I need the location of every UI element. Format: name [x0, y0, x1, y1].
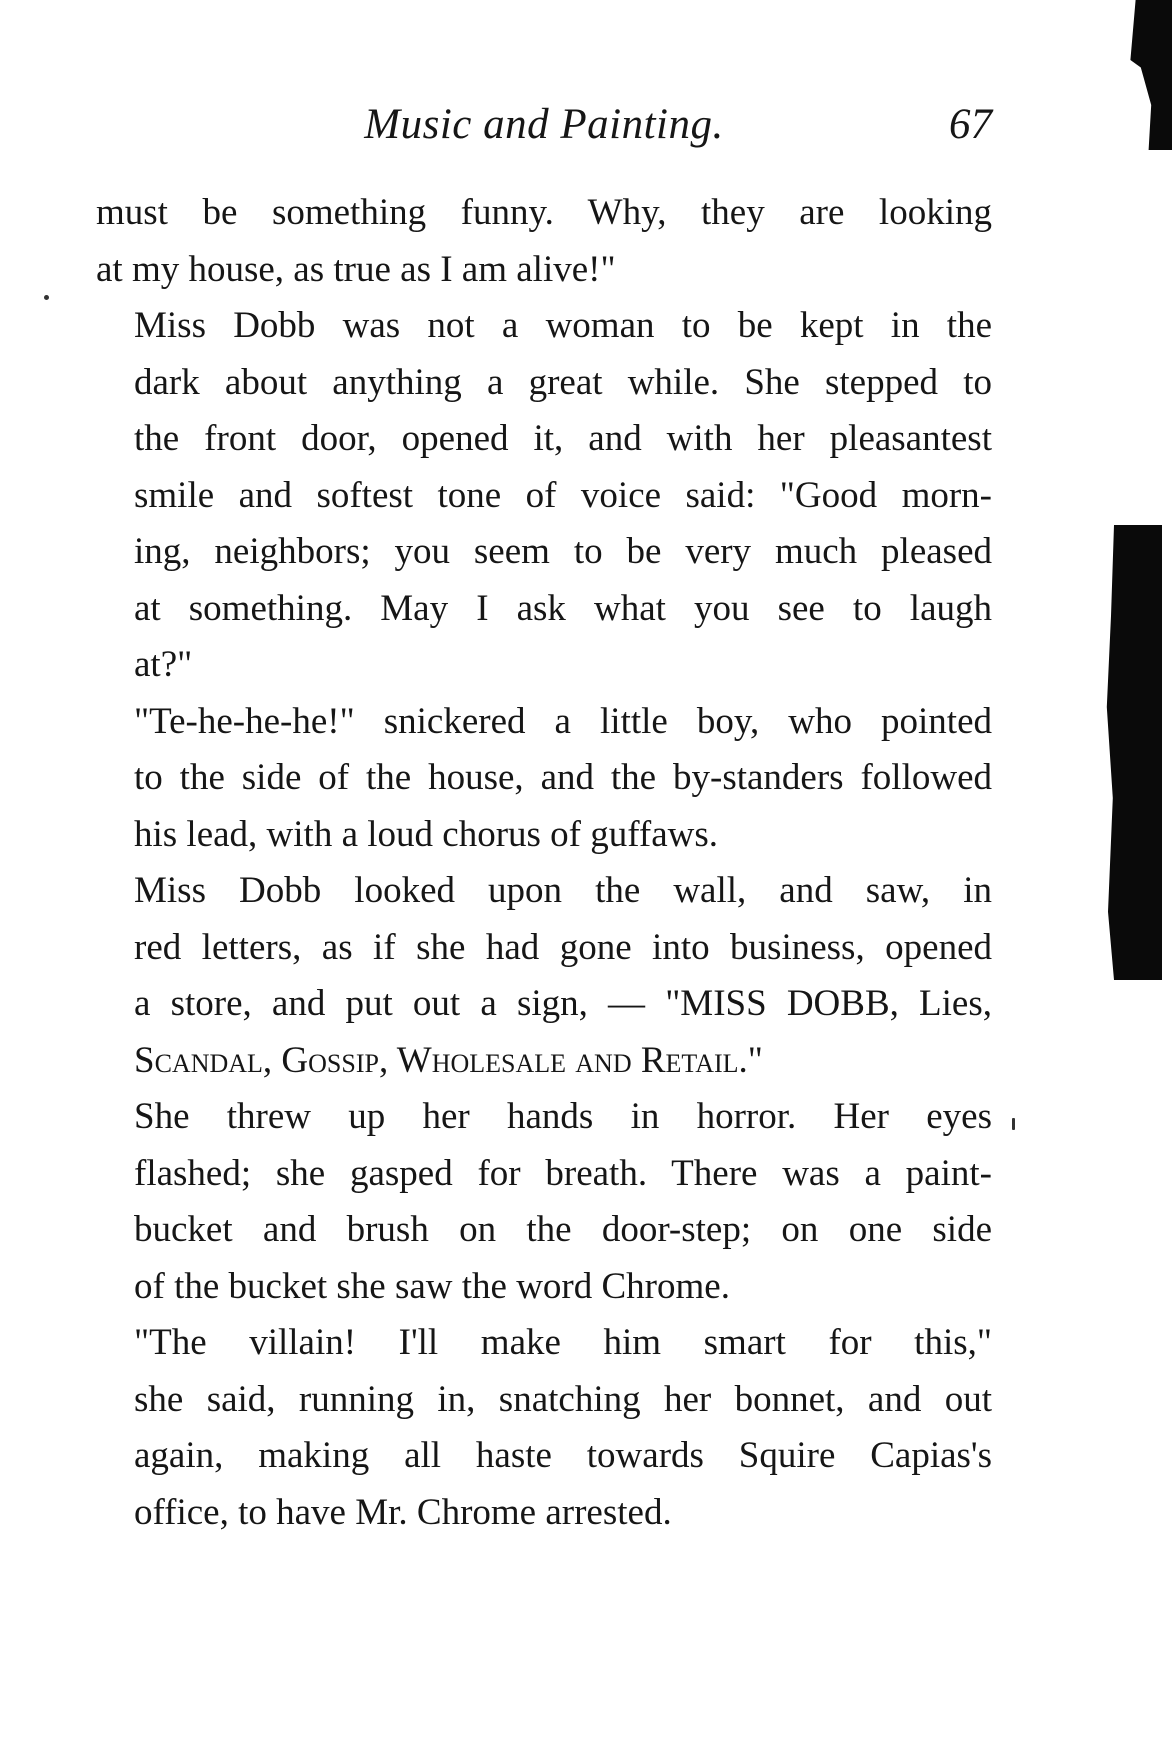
text-line: bucket and brush on the door-step; on one side — [134, 1209, 992, 1250]
text-line: She threw up her hands in horror. Her eyes — [134, 1096, 992, 1137]
text-line: smile and softest tone of voice said: "Good morn- — [134, 474, 992, 516]
paragraph — [96, 1089, 992, 1315]
text-line: flashed; she gasped for breath. There was a paint- — [134, 1152, 992, 1194]
text-line: "Te-he-he-he!" snickered a little boy, who pointed — [134, 700, 992, 742]
page-number: 67 — [949, 101, 992, 148]
text-line: the front door, opened it, and with her pleasantest — [134, 418, 992, 459]
text-line: again, making all haste towards Squire Capias's — [134, 1435, 992, 1476]
paragraph — [96, 694, 992, 864]
text-line: she said, running in, snatching her bonnet, and out — [134, 1378, 992, 1420]
text-line: Scandal, Gossip, Wholesale and Retail." — [134, 1039, 763, 1081]
text-line: of the bucket she saw the word Chrome. — [134, 1265, 730, 1307]
running-title: Music and Painting. — [364, 101, 724, 148]
text-line: Miss Dobb was not a woman to be kept in the — [134, 305, 992, 346]
scan-speck — [44, 295, 49, 300]
text-line: must be something funny. Why, they are looking — [96, 192, 992, 233]
paragraph — [96, 1315, 992, 1541]
text-line: dark about anything a great while. She stepped to — [134, 361, 992, 403]
text-line: at my house, as true as I am alive!" — [96, 248, 616, 290]
text-line: a store, and put out a sign, — "MISS DOBB, Lies, — [134, 983, 992, 1024]
scan-edge-mark — [1102, 525, 1162, 980]
text-line: at something. May I ask what you see to laugh — [134, 587, 992, 629]
paragraph — [96, 863, 992, 1089]
text-line: office, to have Mr. Chrome arrested. — [134, 1491, 672, 1533]
scan-edge-mark — [1120, 0, 1172, 150]
paragraph — [96, 185, 992, 298]
text-line: his lead, with a loud chorus of guffaws. — [134, 813, 719, 855]
text-line: to the side of the house, and the by-standers followed — [134, 757, 992, 798]
paragraph — [96, 298, 992, 694]
body-text — [96, 185, 992, 1541]
text-line: ing, neighbors; you seem to be very much pleased — [134, 531, 992, 572]
text-line: Miss Dobb looked upon the wall, and saw, in — [134, 870, 992, 911]
text-line: "The villain! I'll make him smart for this," — [134, 1322, 992, 1363]
page-header — [96, 100, 992, 160]
text-line: red letters, as if she had gone into business, opened — [134, 926, 992, 968]
scan-speck — [1012, 1118, 1015, 1130]
text-line: at?" — [134, 644, 193, 685]
